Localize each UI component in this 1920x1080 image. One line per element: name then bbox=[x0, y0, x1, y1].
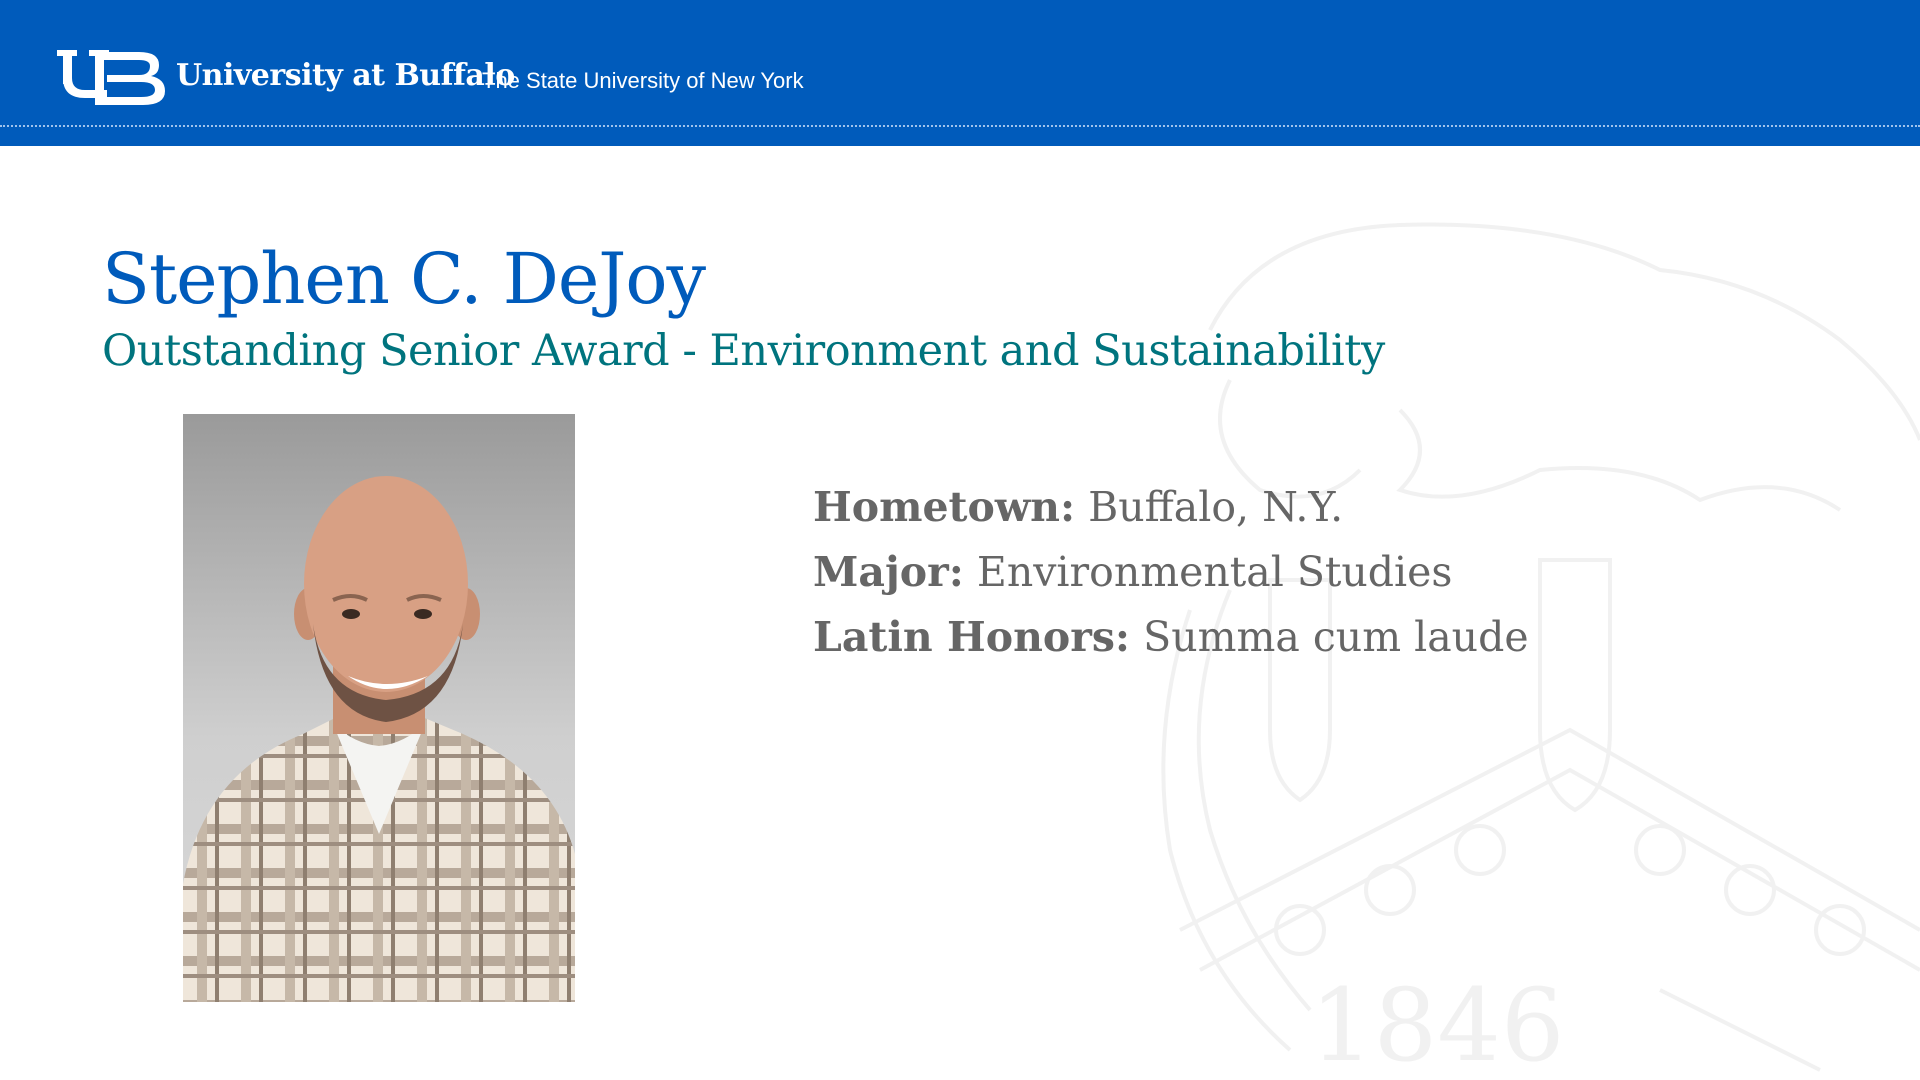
detail-row-hometown bbox=[813, 475, 1529, 540]
university-name: University at Buffalo bbox=[176, 58, 515, 93]
honoree-details bbox=[813, 475, 1529, 670]
detail-value: Summa cum laude bbox=[1143, 613, 1529, 661]
banner-dotted-rule bbox=[0, 125, 1920, 127]
detail-label: Latin Honors: bbox=[813, 613, 1131, 661]
award-title: Outstanding Senior Award - Environment and Sustainability bbox=[102, 326, 1385, 376]
portrait-photo-icon bbox=[183, 414, 575, 1002]
detail-row-latin-honors bbox=[813, 605, 1529, 670]
detail-value: Environmental Studies bbox=[976, 548, 1453, 596]
honoree-name: Stephen C. DeJoy bbox=[102, 238, 706, 320]
ub-monogram-logo-icon bbox=[55, 48, 170, 108]
header-banner bbox=[0, 0, 1920, 146]
seal-year: 1846 bbox=[1310, 967, 1565, 1080]
detail-label: Hometown: bbox=[813, 483, 1076, 531]
detail-value: Buffalo, N.Y. bbox=[1088, 483, 1344, 531]
detail-row-major bbox=[813, 540, 1529, 605]
portrait-photo bbox=[183, 414, 575, 1002]
detail-label: Major: bbox=[813, 548, 964, 596]
university-tagline: The State University of New York bbox=[482, 68, 804, 93]
